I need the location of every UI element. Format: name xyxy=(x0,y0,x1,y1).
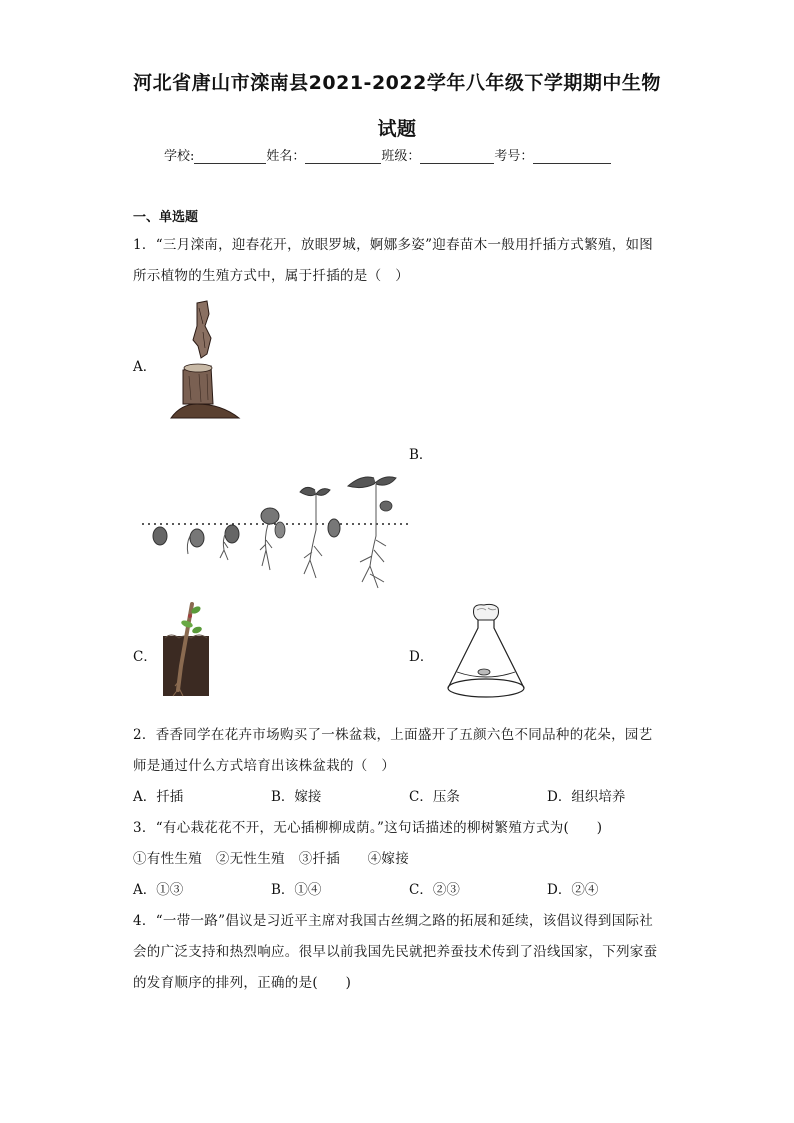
student-info-row xyxy=(164,145,611,164)
q1-line2: 所示植物的生殖方式中，属于扦插的是（ ） xyxy=(133,268,409,284)
q4-line2: 会的广泛支持和热烈响应。很早以前我国先民就把养蚕技术传到了沿线国家，下列家蚕 xyxy=(133,944,658,960)
class-label: 班级： xyxy=(381,149,421,164)
section-title: 一、单选题 xyxy=(133,210,199,225)
q4-line3: 的发育顺序的排列，正确的是( ) xyxy=(133,975,352,991)
q1-option-b-label[interactable]: B． xyxy=(409,447,433,463)
q2-option-b[interactable]: B．嫁接 xyxy=(271,789,322,805)
q2-option-c[interactable]: C．压条 xyxy=(409,789,460,805)
name-blank[interactable] xyxy=(305,149,381,164)
q2-option-d[interactable]: D．组织培养 xyxy=(547,789,626,805)
seed-germination-illustration xyxy=(140,470,412,595)
q2-option-a[interactable]: A．扦插 xyxy=(133,789,184,805)
q3-option-b[interactable]: B．①④ xyxy=(271,882,322,898)
q3-option-c[interactable]: C．②③ xyxy=(409,882,460,898)
q1-option-d-label[interactable]: D． xyxy=(409,649,434,665)
name-label: 姓名： xyxy=(266,149,306,164)
q1-line1: 1．“三月滦南，迎春花开，放眼罗城，婀娜多姿”迎春苗木一般用扦插方式繁殖，如图 xyxy=(133,237,654,253)
q3-option-a[interactable]: A．①③ xyxy=(133,882,184,898)
class-blank[interactable] xyxy=(420,149,494,164)
tissue-culture-flask-illustration xyxy=(444,602,528,700)
q1-option-a-label[interactable]: A． xyxy=(133,359,157,375)
number-label: 考号： xyxy=(494,149,534,164)
q4-line1: 4．“一带一路”倡议是习近平主席对我国古丝绸之路的拓展和延续，该倡议得到国际社 xyxy=(133,913,654,929)
school-label: 学校: xyxy=(164,149,195,164)
q2-line2: 师是通过什么方式培育出该株盆栽的（ ） xyxy=(133,758,396,774)
q3-option-d[interactable]: D．②④ xyxy=(547,882,599,898)
exam-title-line1: 河北省唐山市滦南县2021-2022学年八年级下学期期中生物 xyxy=(133,72,661,94)
q3-line1: 3．“有心栽花花不开，无心插柳柳成荫。”这句话描述的柳树繁殖方式为( ) xyxy=(133,820,603,836)
exam-title-line2: 试题 xyxy=(377,118,417,140)
school-blank[interactable] xyxy=(194,149,266,164)
q3-line2: ①有性生殖 ②无性生殖 ③扦插 ④嫁接 xyxy=(133,851,409,867)
q1-option-c-label[interactable]: C． xyxy=(133,649,157,665)
number-blank[interactable] xyxy=(533,149,611,164)
q2-line1: 2．香香同学在花卉市场购买了一株盆栽，上面盛开了五颜六色不同品种的花朵，园艺 xyxy=(133,727,653,743)
cutting-illustration xyxy=(161,602,211,698)
grafting-illustration xyxy=(165,300,245,422)
